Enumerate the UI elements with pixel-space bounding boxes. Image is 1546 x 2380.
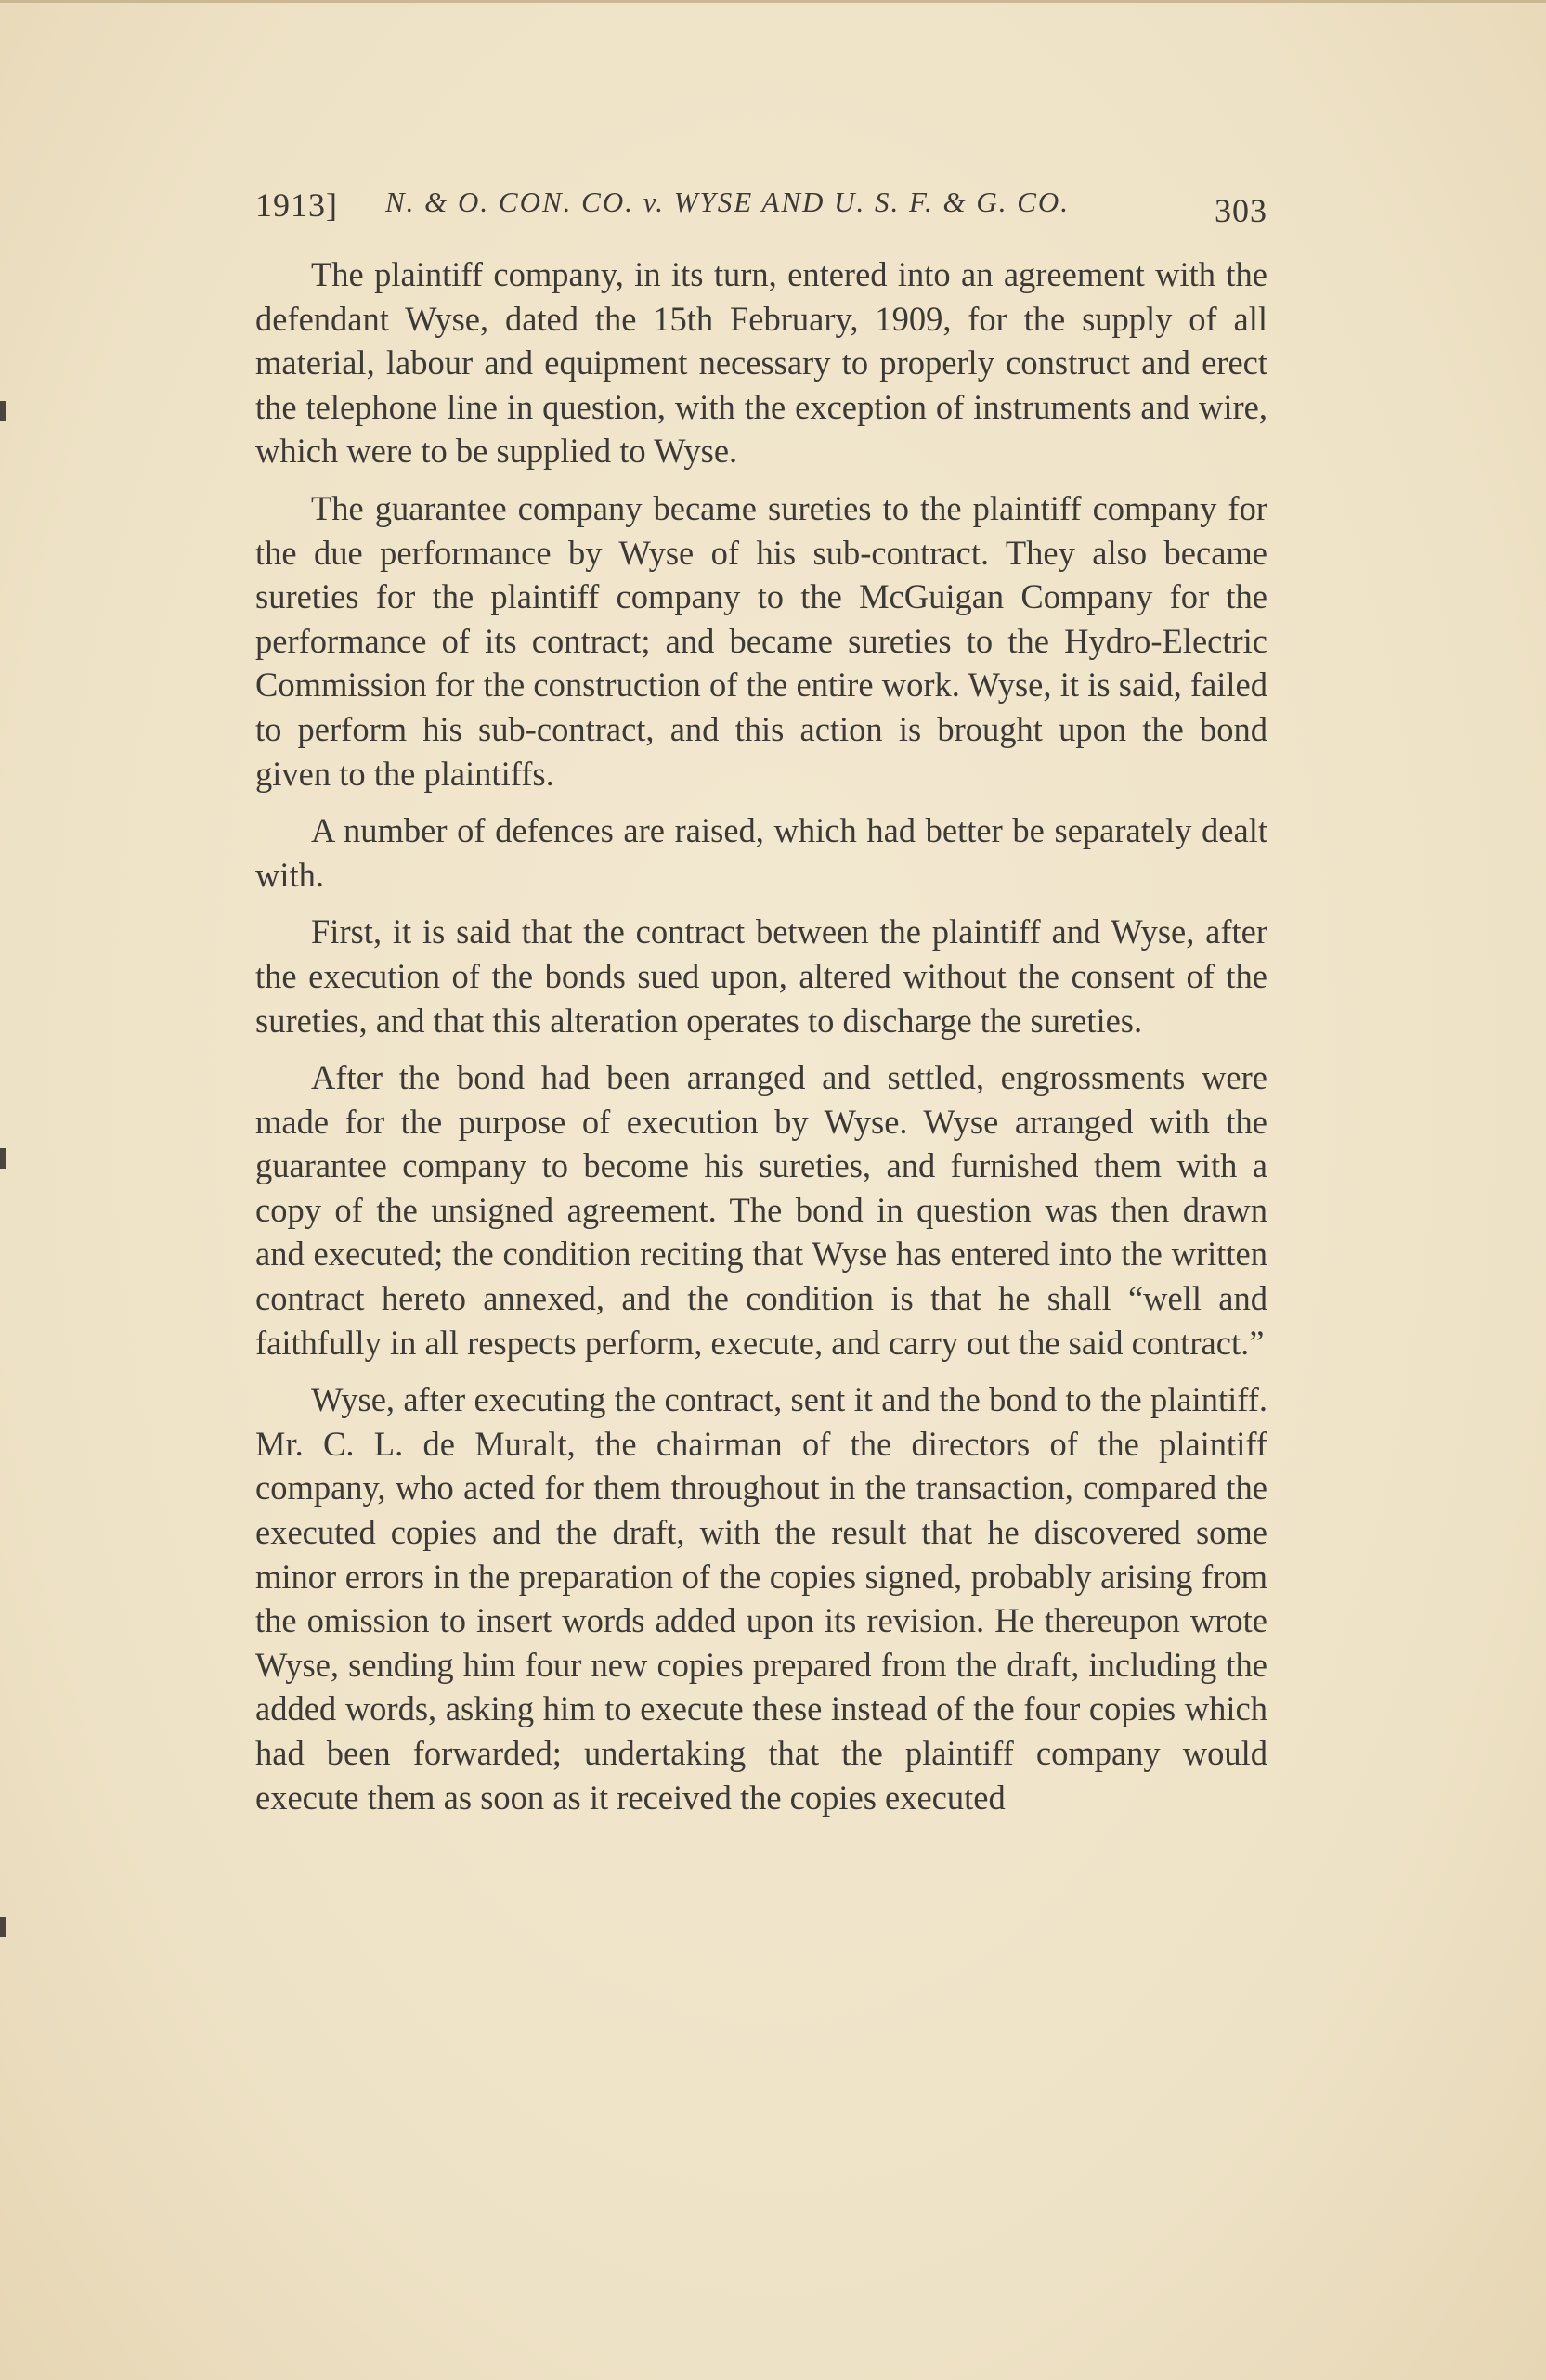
- margin-mark: [0, 1917, 6, 1937]
- paragraph: The plaintiff company, in its turn, entered into an agreement with the defendant Wyse, dated the 15th February, 1909, for the supply of all material, labour and equipment necessary to properly construct and erect the telephone line in question, with the exception of instruments and wire, which were to be supplied to Wyse.: [255, 255, 1267, 471]
- header-year: 1913]: [255, 187, 338, 224]
- header-case-title: N. & O. CON. CO. v. WYSE AND U. S. F. & G. CO.: [385, 186, 1071, 218]
- paragraph: After the bond had been arranged and settled, engrossments were made for the purpose of execution by Wyse. Wyse arranged with the guarantee company to become his sureties, and furnished them with a copy of the unsigned agreement. The bond in question was then drawn and executed; the condition reciting that Wyse has entered into the written contract hereto annexed, and the condition is that he shall “well and faithfully in all respects perform, execute, and carry out the said contract.”: [255, 1058, 1267, 1362]
- paragraph: A number of defences are raised, which had better be separately dealt with.: [255, 811, 1267, 894]
- paragraph: Wyse, after executing the contract, sent it and the bond to the plaintiff. Mr. C. L. de Muralt, the chairman of the directors of the plaintiff company, who acted for them throughout in the transaction, compared the executed copies and the draft, with the result that he discovered some minor errors in the preparation of the copies signed, probably arising from the omission to insert words added upon its revision. He thereupon wrote Wyse, sending him four new copies prepared from the draft, including the added words, asking him to execute these instead of the four copies which had been forwarded; undertaking that the plaintiff company would execute them as soon as it received the copies executed: [255, 1380, 1267, 1817]
- margin-mark: [0, 1148, 6, 1169]
- running-header: [255, 186, 1267, 241]
- paragraph: The guarantee company became sureties to the plaintiff company for the due performance by Wyse of his sub-contract. They also became sureties for the plaintiff company to the McGuigan Company for the performance of its contract; and became sureties to the Hydro-Electric Commission for the construction of the entire work. Wyse, it is said, failed to perform his sub-contract, and this action is brought upon the bond given to the plaintiffs.: [255, 488, 1267, 793]
- body-text: [255, 252, 1267, 2146]
- page-number: 303: [1215, 192, 1267, 229]
- page-edge: [0, 0, 1546, 3]
- margin-mark: [0, 401, 6, 421]
- paragraph: First, it is said that the contract between the plaintiff and Wyse, after the execution of the bonds sued upon, altered without the consent of the sureties, and that this alteration operates to discharge the sureties.: [255, 912, 1267, 1040]
